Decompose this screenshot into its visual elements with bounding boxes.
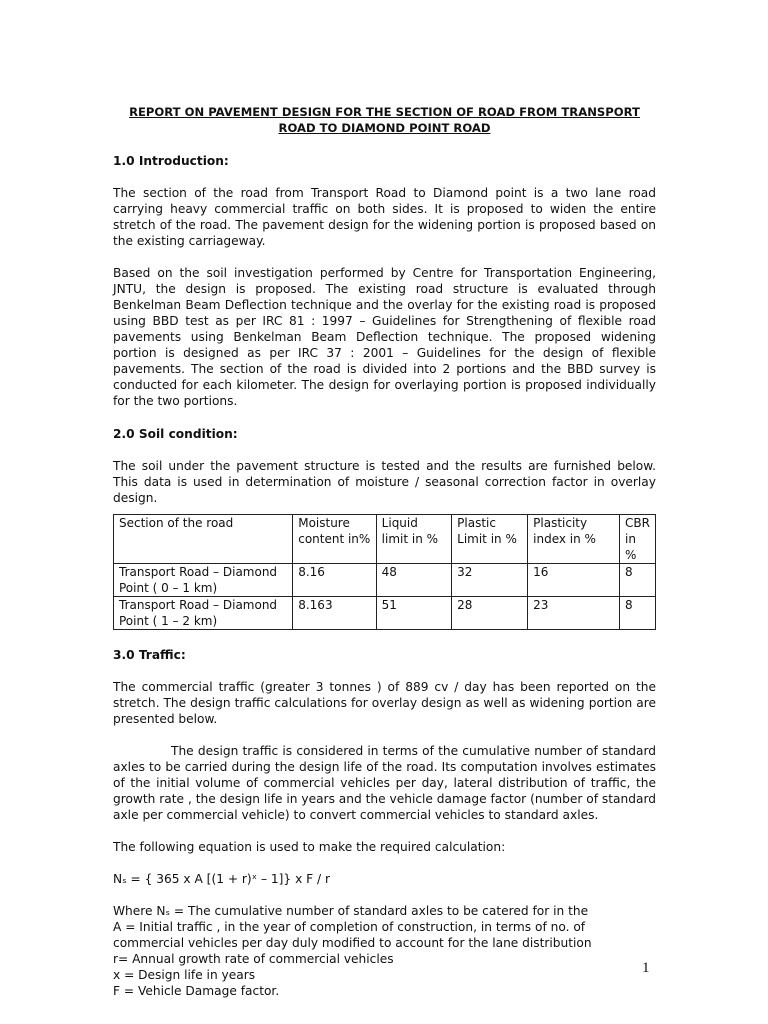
table-header-cell: CBR in % (620, 515, 656, 564)
table-header-cell: Plastic Limit in % (452, 515, 528, 564)
table-cell: 51 (376, 597, 451, 630)
page-number: 1 (642, 960, 650, 976)
soil-heading: 2.0 Soil condition: (113, 427, 238, 441)
equation-definitions (113, 903, 656, 999)
table-cell: 28 (452, 597, 528, 630)
definition-f: F = Vehicle Damage factor. (113, 984, 280, 998)
table-row (114, 564, 656, 597)
table-cell: 8 (620, 597, 656, 630)
table-cell: 8 (620, 564, 656, 597)
intro-paragraph-1: The section of the road from Transport Road to Diamond point is a two lane road carrying heavy commercial traffic on both sides. It is proposed to widen the entire stretch of the road. The pavement design for the widening portion is proposed based on the existing carriageway. (113, 186, 656, 248)
table-header-row (114, 515, 656, 564)
table-cell: Transport Road – Diamond Point ( 1 – 2 km) (114, 597, 293, 630)
table-header-cell: Plasticity index in % (528, 515, 620, 564)
document-page (113, 104, 656, 999)
report-title: REPORT ON PAVEMENT DESIGN FOR THE SECTION OF ROAD FROM TRANSPORT ROAD TO DIAMOND POINT ROAD (129, 105, 640, 135)
definition-a: A = Initial traffic , in the year of completion of construction, in terms of no. of commercial vehicles per day duly modified to account for the lane distribution (113, 920, 592, 950)
traffic-paragraph-1: The commercial traffic (greater 3 tonnes ) of 889 cv / day has been reported on the stretch. The design traffic calculations for overlay design as well as widening portion are presented below. (113, 680, 656, 726)
table-cell: 8.163 (293, 597, 376, 630)
soil-paragraph: The soil under the pavement structure is tested and the results are furnished below. This data is used in determination of moisture / seasonal correction factor in overlay design. (113, 459, 656, 505)
design-traffic-equation: Nₛ = { 365 x A [(1 + r)ˣ – 1]} x F / r (113, 872, 331, 886)
table-cell: Transport Road – Diamond Point ( 0 – 1 km) (114, 564, 293, 597)
table-header-cell: Section of the road (114, 515, 293, 564)
table-header-cell: Moisture content in% (293, 515, 376, 564)
table-cell: 48 (376, 564, 451, 597)
traffic-heading: 3.0 Traffic: (113, 648, 186, 662)
table-cell: 23 (528, 597, 620, 630)
intro-paragraph-2: Based on the soil investigation performed by Centre for Transportation Engineering, JNTU, the design is proposed. The existing road structure is evaluated through Benkelman Beam Deflection technique and the overlay for the existing road is proposed using BBD test as per IRC 81 : 1997 – Guidelines for Strengthening of flexible road pavements using Benkelman Beam Deflection technique. The proposed widening portion is designed as per IRC 37 : 2001 – Guidelines for the design of flexible pavements. The section of the road is divided into 2 portions and the BBD survey is conducted for each kilometer. The design for overlaying portion is proposed individually for the two portions. (113, 266, 656, 408)
table-header-cell: Liquid limit in % (376, 515, 451, 564)
table-cell: 32 (452, 564, 528, 597)
traffic-paragraph-3: The following equation is used to make the required calculation: (113, 840, 506, 854)
intro-heading: 1.0 Introduction: (113, 154, 229, 168)
traffic-paragraph-2: The design traffic is considered in terms of the cumulative number of standard axles to be carried during the design life of the road. Its computation involves estimates of the initial volume of commercial vehicles per day, lateral distribution of traffic, the growth rate , the design life in years and the vehicle damage factor (number of standard axle per commercial vehicle) to convert commercial vehicles to standard axles. (113, 744, 656, 822)
definition-x: x = Design life in years (113, 968, 256, 982)
definition-r: r= Annual growth rate of commercial vehicles (113, 952, 394, 966)
table-cell: 8.16 (293, 564, 376, 597)
definition-ns: Where Nₛ = The cumulative number of standard axles to be catered for in the (113, 904, 589, 918)
table-row (114, 597, 656, 630)
table-cell: 16 (528, 564, 620, 597)
soil-table (113, 514, 656, 630)
